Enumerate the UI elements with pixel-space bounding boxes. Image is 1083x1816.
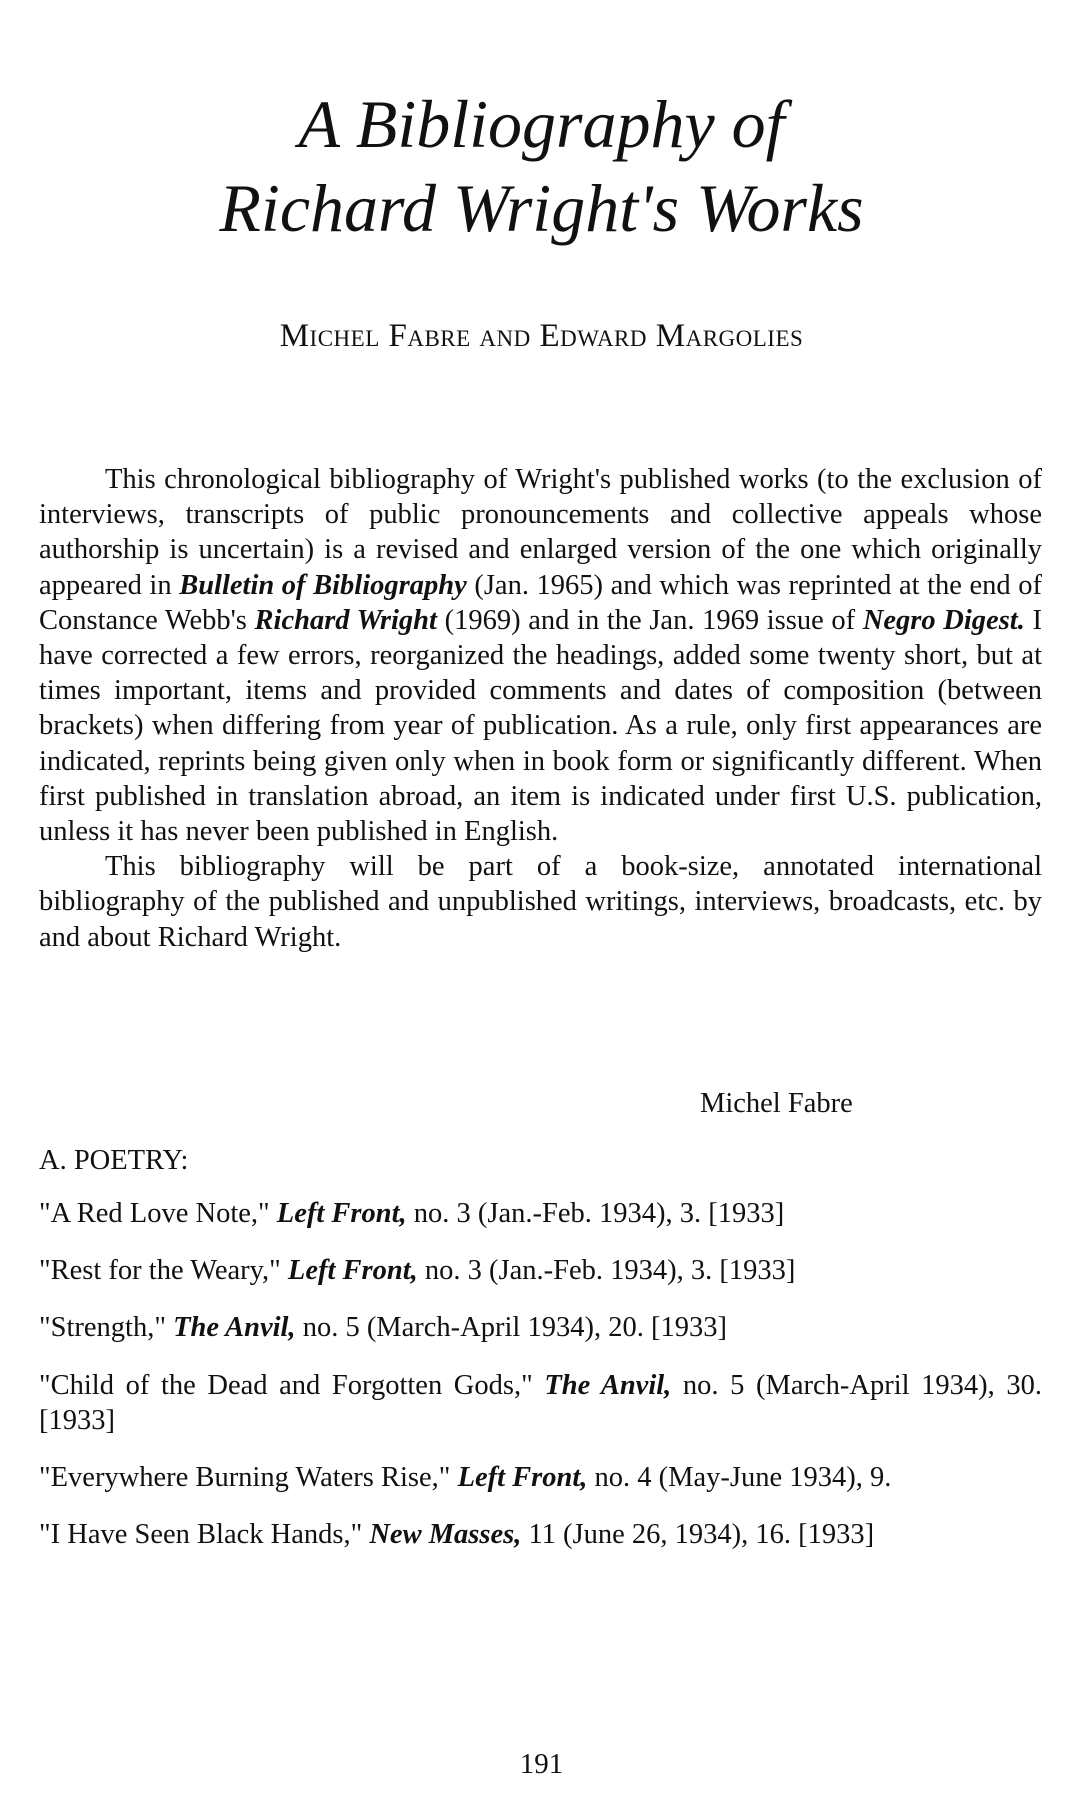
page-number: 191 (519, 1748, 564, 1780)
bibliography-entry (39, 1517, 1042, 1552)
entry-source: The Anvil, (544, 1369, 672, 1401)
entry-details: no. 5 (March-April 1934), 30. [1933] (39, 1369, 1042, 1436)
bibliography-entry (39, 1460, 1042, 1495)
entry-title: "I Have Seen Black Hands," (39, 1519, 370, 1551)
entry-title: "Everywhere Burning Waters Rise," (39, 1462, 458, 1494)
entry-details: 11 (June 26, 1934), 16. [1933] (521, 1519, 875, 1551)
intro-text (39, 462, 1042, 955)
entry-source: Left Front, (287, 1255, 418, 1287)
bibliography-entry (39, 1368, 1042, 1438)
intro-text-a: This chronological bibliography of Wright's published works (to the exclusion of interviews, transcripts of public pronouncements and collective appeals whose authorship is uncertain) is a revised and enlarged version of the one which originally appeared in (39, 464, 1042, 601)
intro-text-c: (1969) and in the Jan. 1969 issue of (436, 604, 863, 636)
bibliography-entries (39, 1196, 1042, 1574)
entry-title: "A Red Love Note," (39, 1198, 277, 1229)
intro-italic-negro-digest: Negro Digest. (862, 604, 1025, 636)
intro-paragraph-1 (39, 462, 1042, 849)
bibliography-entry (39, 1196, 1042, 1231)
entry-title: "Rest for the Weary," (39, 1255, 288, 1287)
intro-text-d: I have corrected a few errors, reorganized the headings, added some twenty short, but at times important, items and provided comments and dates of composition (between brackets) when differing from year of publication. As a rule, only first appearances are indicated, reprints being given only when in book form or significantly different. When first published in translation abroad, an item is indicated under first U.S. publication, unless it has never been published in English. (39, 604, 1042, 848)
title-line-1: A Bibliography of (298, 86, 785, 162)
bibliography-entry (39, 1253, 1042, 1288)
entry-details: no. 4 (May-June 1934), 9. (587, 1462, 892, 1494)
intro-italic-richard-wright: Richard Wright (254, 604, 437, 636)
entry-source: New Masses, (369, 1519, 522, 1551)
entry-details: no. 5 (March-April 1934), 20. [1933] (295, 1312, 727, 1344)
entry-title: "Child of the Dead and Forgotten Gods," (39, 1369, 545, 1401)
entry-details: no. 3 (Jan.-Feb. 1934), 3. [1933] (406, 1198, 785, 1229)
intro-italic-bulletin: Bulletin of Bibliography (179, 569, 467, 601)
bibliography-entry (39, 1310, 1042, 1345)
signature: Michel Fabre (700, 1088, 853, 1119)
entry-details: no. 3 (Jan.-Feb. 1934), 3. [1933] (417, 1255, 796, 1287)
entry-source: The Anvil, (173, 1312, 296, 1344)
article-title (0, 82, 1083, 250)
entry-title: "Strength," (39, 1312, 174, 1344)
intro-paragraph-2: This bibliography will be part of a book-size, annotated international bibliography of the published and unpublished writings, interviews, broadcasts, etc. by and about Richard Wright. (39, 851, 1042, 953)
section-heading: A. POETRY: (39, 1145, 189, 1176)
intro-text-b: (Jan. 1965) and which was reprinted at the end of Constance Webb's (39, 569, 1042, 636)
entry-source: Left Front, (276, 1198, 407, 1229)
authors: Michel Fabre and Edward Margolies (279, 318, 804, 354)
title-line-2: Richard Wright's Works (219, 170, 864, 246)
entry-source: Left Front, (457, 1462, 588, 1494)
